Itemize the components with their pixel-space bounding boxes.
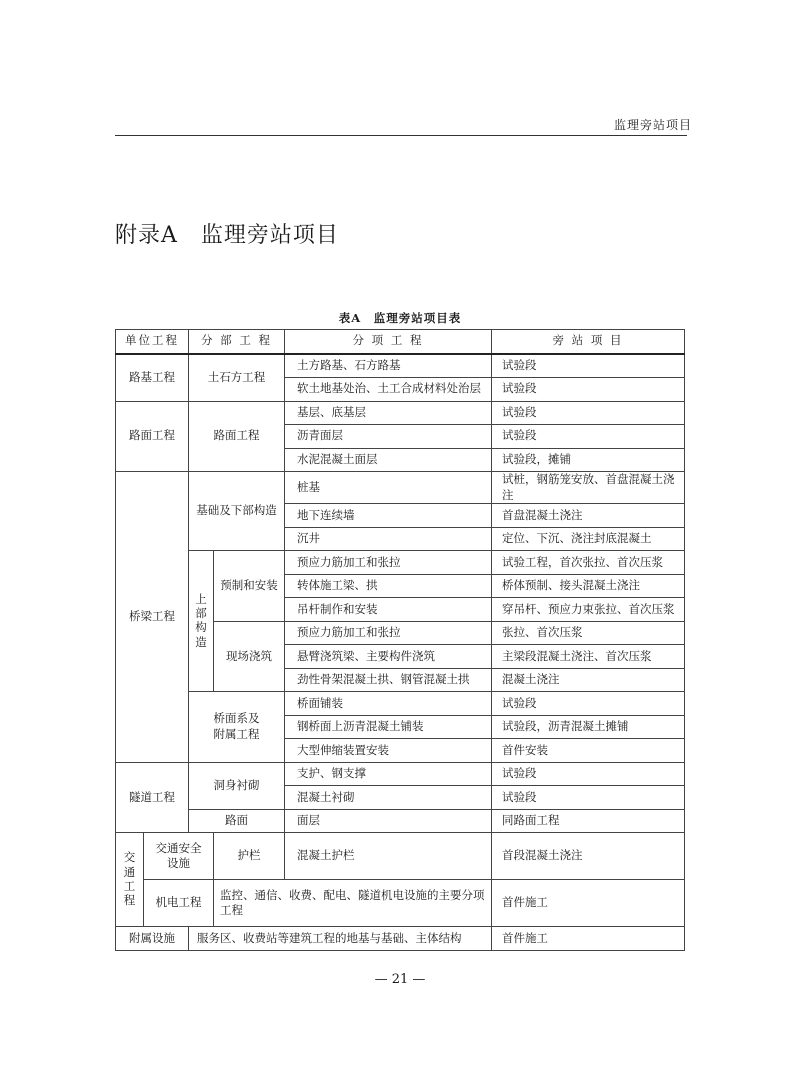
division-cell: 基础及下部构造 — [189, 472, 285, 551]
supervise-cell: 试验段 — [492, 378, 685, 402]
division-cell: 路面 — [189, 809, 285, 833]
supervise-cell: 张拉、首次压浆 — [492, 621, 685, 645]
supervise-cell: 试验段，沥青混凝土摊铺 — [492, 715, 685, 739]
supervise-cell: 试验段 — [492, 786, 685, 810]
item-cell: 沉井 — [285, 527, 492, 551]
item-cell: 地下连续墙 — [285, 504, 492, 528]
unit-cell-vertical — [116, 833, 144, 927]
item-cell: 桥面铺装 — [285, 692, 492, 716]
supervise-cell: 试验工程，首次张拉、首次压浆 — [492, 551, 685, 575]
supervise-cell: 试桩，钢筋笼安放、首盘混凝土浇注 — [492, 472, 685, 504]
item-cell: 混凝土护栏 — [285, 833, 492, 880]
supervise-cell: 混凝土浇注 — [492, 668, 685, 692]
supervise-cell: 桥体预制、接头混凝土浇注 — [492, 574, 685, 598]
supervise-cell: 试验段 — [492, 401, 685, 425]
division-cell: 土石方工程 — [189, 354, 285, 402]
supervise-cell: 穿吊杆、预应力束张拉、首次压浆 — [492, 598, 685, 622]
appendix-heading: 监理旁站项目 — [200, 223, 339, 248]
deck-label: 桥面系及附属工程 — [213, 711, 260, 741]
division-cell: 洞身衬砌 — [189, 762, 285, 809]
unit-cell: 路基工程 — [116, 354, 189, 402]
subdivision-cell: 预制和安装 — [214, 551, 285, 622]
unit-cell: 桥梁工程 — [116, 472, 189, 763]
supervise-cell: 首件施工 — [492, 927, 685, 951]
appendix-label: 附录A — [115, 223, 178, 248]
item-cell: 支护、钢支撑 — [285, 762, 492, 786]
table-row — [116, 692, 685, 716]
table-row — [116, 472, 685, 504]
table-row — [116, 833, 685, 880]
traffic-label: 交通工程 — [123, 850, 136, 908]
supervise-cell: 试验段 — [492, 425, 685, 449]
item-cell: 劲性骨架混凝土拱、钢管混凝土拱 — [285, 668, 492, 692]
item-cell: 水泥混凝土面层 — [285, 448, 492, 472]
item-cell: 面层 — [285, 809, 492, 833]
item-cell: 悬臂浇筑梁、主要构件浇筑 — [285, 645, 492, 669]
superstructure-label: 上部构造 — [195, 591, 207, 649]
item-cell: 转体施工梁、拱 — [285, 574, 492, 598]
supervise-cell: 首盘混凝土浇注 — [492, 504, 685, 528]
table-row — [116, 809, 685, 833]
appendix-title — [115, 218, 339, 249]
supervise-cell: 主梁段混凝土浇注、首次压浆 — [492, 645, 685, 669]
item-cell: 大型伸缩装置安装 — [285, 739, 492, 763]
division-cell — [189, 692, 285, 763]
page-number: — 21 — — [374, 972, 426, 987]
supervise-cell: 试验段 — [492, 692, 685, 716]
item-cell: 软土地基处治、土工合成材料处治层 — [285, 378, 492, 402]
division-cell: 路面工程 — [189, 401, 285, 472]
subdivision-cell: 现场浇筑 — [214, 621, 285, 692]
running-header: 监理旁站项目 — [613, 118, 692, 132]
header-unit: 单位工程 — [116, 330, 189, 354]
item-cell: 混凝土衬砌 — [285, 786, 492, 810]
safety-label: 交通安全设施 — [155, 840, 202, 871]
header-supervise: 旁 站 项 目 — [492, 330, 685, 354]
item-cell: 监控、通信、收费、配电、隧道机电设施的主要分项工程 — [214, 880, 492, 927]
item-cell: 桩基 — [285, 472, 492, 504]
supervise-cell: 同路面工程 — [492, 809, 685, 833]
item-cell: 土方路基、石方路基 — [285, 354, 492, 378]
item-cell: 钢桥面上沥青混凝土铺装 — [285, 715, 492, 739]
division-cell — [144, 833, 214, 880]
item-cell: 预应力筋加工和张拉 — [285, 621, 492, 645]
table-row — [116, 880, 685, 927]
table-caption: 表A 监理旁站项目表 — [338, 311, 462, 325]
item-cell: 服务区、收费站等建筑工程的地基与基础、主体结构 — [189, 927, 492, 951]
table-row — [116, 401, 685, 425]
item-cell: 吊杆制作和安装 — [285, 598, 492, 622]
item-cell: 沥青面层 — [285, 425, 492, 449]
table-header-row — [116, 330, 685, 354]
supervise-cell: 试验段 — [492, 762, 685, 786]
division-cell: 机电工程 — [144, 880, 214, 927]
supervise-cell: 试验段 — [492, 354, 685, 378]
item-cell: 预应力筋加工和张拉 — [285, 551, 492, 575]
subdivision-cell: 护栏 — [214, 833, 285, 880]
table-row — [116, 927, 685, 951]
supervise-cell: 试验段，摊铺 — [492, 448, 685, 472]
header-item: 分 项 工 程 — [285, 330, 492, 354]
table-row — [116, 551, 685, 575]
division-cell-vertical — [189, 551, 214, 692]
supervise-cell: 首段混凝土浇注 — [492, 833, 685, 880]
unit-cell: 隧道工程 — [116, 762, 189, 833]
item-cell: 基层、底基层 — [285, 401, 492, 425]
unit-cell: 附属设施 — [116, 927, 189, 951]
table-row — [116, 762, 685, 786]
supervise-cell: 首件安装 — [492, 739, 685, 763]
supervision-table — [115, 329, 685, 951]
supervise-cell: 首件施工 — [492, 880, 685, 927]
table-row — [116, 354, 685, 378]
header-division: 分 部 工 程 — [189, 330, 285, 354]
supervise-cell: 定位、下沉、浇注封底混凝土 — [492, 527, 685, 551]
unit-cell: 路面工程 — [116, 401, 189, 472]
header-rule — [115, 135, 687, 136]
